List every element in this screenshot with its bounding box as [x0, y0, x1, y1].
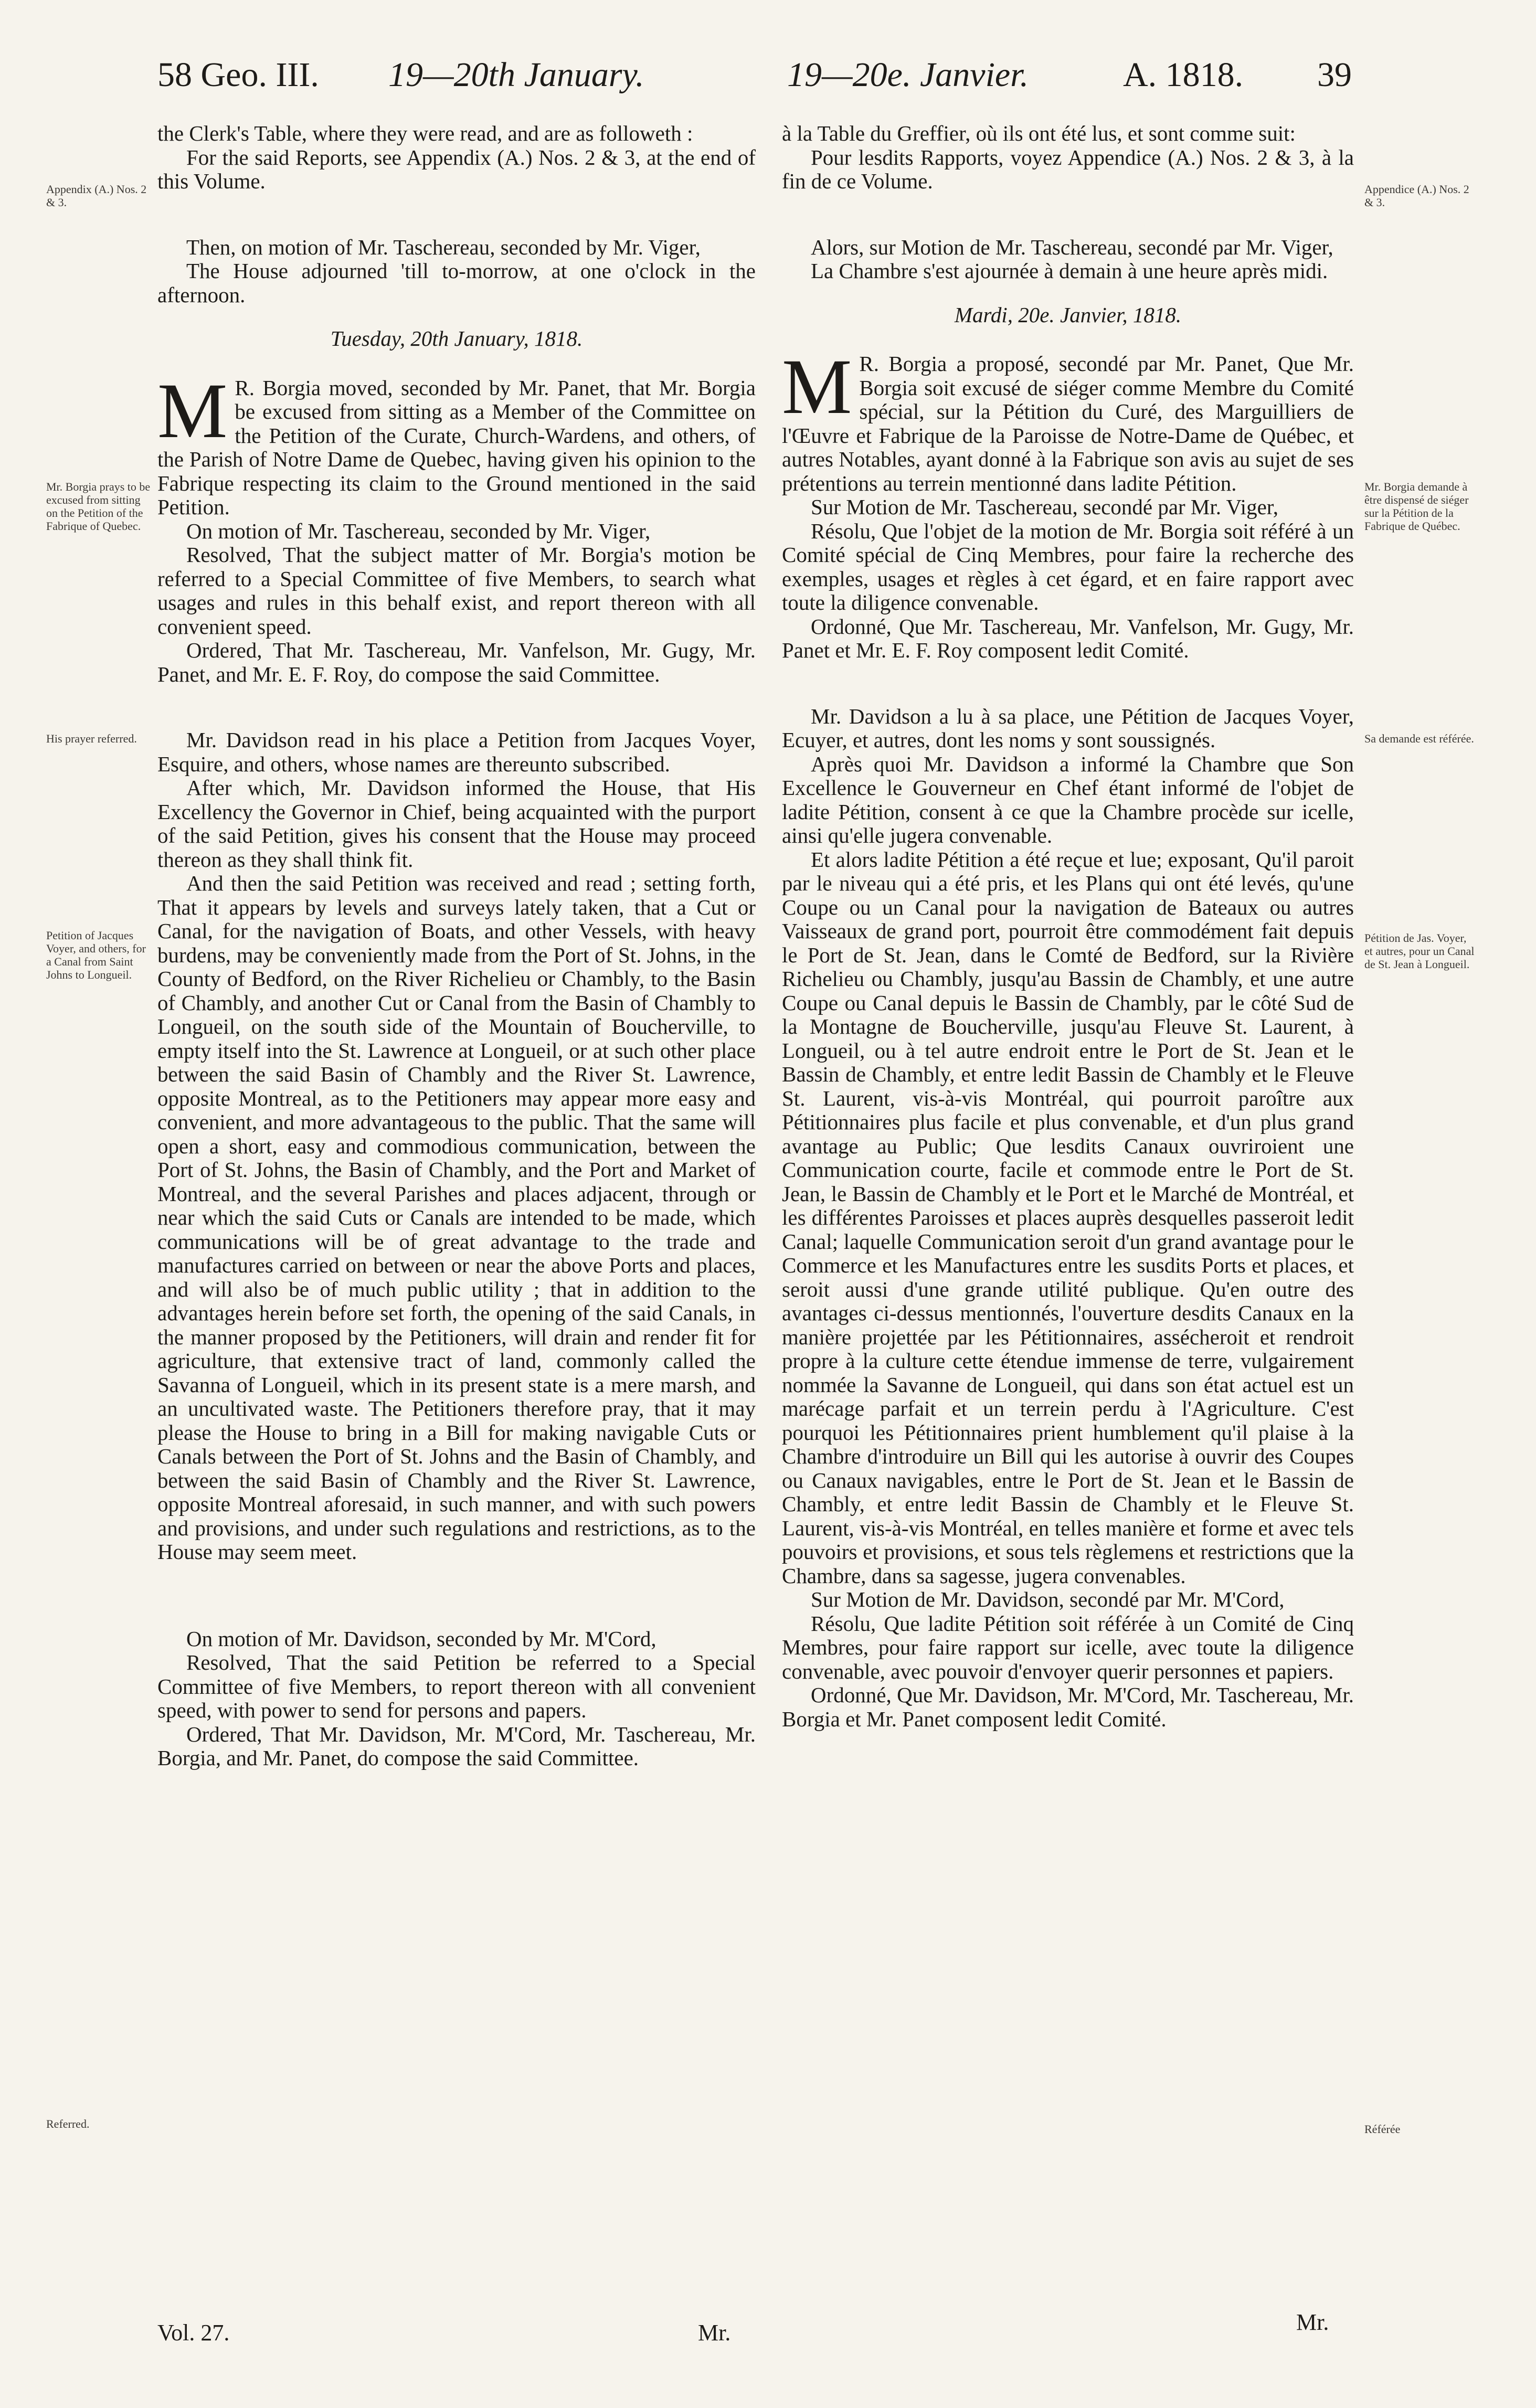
footer-catchword-en: Mr.	[698, 2320, 731, 2346]
en-para-14: Ordered, That Mr. Davidson, Mr. M'Cord, Mr. Taschereau, Mr. Borgia, and Mr. Panet, do compose the said Committee.	[157, 1722, 756, 1770]
en-para-4: The House adjourned 'till to-morrow, at one o'clock in the afternoon.	[157, 259, 756, 307]
margin-note-referred-fr2: Référée	[1364, 2123, 1401, 2136]
fr-date-heading: Mardi, 20e. Janvier, 1818.	[954, 302, 1182, 327]
margin-note-prayer-referred-en: His prayer referred.	[46, 732, 137, 745]
fr-para-2: Pour lesdits Rapports, voyez Appendice (A.) Nos. 2 & 3, à la fin de ce Volume.	[782, 145, 1354, 193]
margin-note-appendix-fr: Appendice (A.) Nos. 2 & 3.	[1364, 183, 1469, 209]
margin-note-appendix-en: Appendix (A.) Nos. 2 & 3.	[46, 183, 147, 209]
fr-para-12: Sur Motion de Mr. Davidson, secondé par Mr. M'Cord,	[811, 1587, 1285, 1611]
en-para-5: R. Borgia moved, seconded by Mr. Panet, that Mr. Borgia be excused from sitting as a Member of the Committee on the Petition of the Curate, Church-Wardens, and others, of the Parish of Notre Dame de Quebec, having given his opinion to the Fabrique respecting its claim to the Ground mentioned in the said Petition.	[157, 375, 756, 519]
page-number: 39	[1317, 56, 1352, 94]
header-english-dates: 19—20th January.	[388, 56, 644, 94]
header-year: A. 1818.	[1123, 56, 1244, 94]
french-column	[782, 122, 1354, 1731]
margin-note-referred-en: Referred.	[46, 2117, 90, 2130]
header-session: 58 Geo. III.	[157, 56, 319, 94]
fr-dropcap: M	[782, 343, 852, 430]
header-french-dates: 19—20e. Janvier.	[787, 56, 1029, 94]
en-para-11: And then the said Petition was received and read ; setting forth, That it appears by levels and surveys lately taken, that a Cut or Canal, for the navigation of Boats, and other Vessels, with heavy burdens, may be conveniently made from the Port of St. Johns, in the County of Bedford, on the River Richelieu or Chambly, to the Basin of Chambly, and another Cut or Canal from the Basin of Chambly to Longueil, on the south side of the Mountain of Boucherville, to empty itself into the St. Lawrence at Longueil, or at such other place between the said Basin of Chambly and the River St. Lawrence, opposite Montreal, as to the Petitioners may appear more easy and convenient, and more advantageous to the public. That the same will open a short, easy and commodious communication, between the Port of St. Johns, the Basin of Chambly, and the Port and Market of Montreal, and the several Parishes and places adjacent, through or near which the said Cuts or Canals are intended to be made, which communications will be of great advantage to the trade and manufactures carried on between or near the above Ports and places, and will also be of much public utility ; that in addition to the advantages herein before set forth, the opening of the said Canals, in the manner proposed by the Petitioners, will drain and render fit for agriculture, that extensive tract of land, commonly called the Savanna of Longueil, which in its present state is a mere marsh, and an uncultivated waste. The Petitioners therefore pray, that it may please the House to bring in a Bill for making navigable Cuts or Canals between the Port of St. Johns and the Basin of Chambly, and between the said Basin of Chambly and the River St. Lawrence, opposite Montreal aforesaid, in such manner, and with such powers and provisions, and under such regulations and restrictions, as to the House may seem meet.	[157, 871, 756, 1564]
fr-para-11: Et alors ladite Pétition a été reçue et lue; exposant, Qu'il paroit par le niveau qui a été pris, et les Plans qui ont été levés, qu'une Coupe ou un Canal pour la navigation de Bateaux ou autres Vaisseaux de grand port, pourroit être commodément fait depuis le Port de St. Jean, dans le Comté de Bedford, sur la Rivière Richelieu ou Chambly, jusqu'au Bassin de Chambly, et une autre Coupe ou Canal depuis le Bassin de Chambly, par le côté Sud de la Montagne de Boucherville, jusqu'au Fleuve St. Laurent, à Longueil, ou à tel autre endroit entre le Port de St. Jean et le Bassin de Chambly, et entre ledit Bassin de Chambly et le Fleuve St. Laurent, vis-à-vis Montréal, qui pourroit paroître aux Pétitionnaires plus facile et plus convenable, et d'un plus grand avantage au Public; Que lesdits Canaux ouvriroient une Communication courte, facile et commode entre le Port de St. Jean, le Bassin de Chambly et le Port et le Marché de Montréal, et les différentes Paroisses et places auprès desquelles passeroit ledit Canal; laquelle Communication seroit d'un grand avantage pour le Commerce et les Manufactures entre les susdits Ports et places, et seroit aussi d'une grande utilité publique. Qu'en outre des avantages ci-dessus mentionnés, l'ouverture desdits Canaux en la manière projettée par les Pétitionnaires, assécheroit et rendroit propre à la culture cette étendue immense de terre, vulgairement nommée la Savanne de Longueil, qui dans son état actuel est un marécage parfait et un terrein perdu à l'Agriculture. C'est pourquoi les Pétitionnaires prient humblement qu'il plaise à la Chambre d'introduire un Bill qui les autorise à ouvrir des Coupes ou Canaux navigables, entre le Port de St. Jean et le Bassin de Chambly, et entre ledit Bassin de Chambly et le Fleuve St. Laurent, vis-à-vis Montréal, en telles manière et forme et avec tels pouvoirs et provisions, et sous tels règlemens et restrictions que la Chambre, dans sa sagesse, jugera convenables.	[782, 847, 1354, 1588]
fr-para-7: Résolu, Que l'objet de la motion de Mr. Borgia soit référé à un Comité spécial de Cinq Membres, pour faire la recherche des exemples, usages et règles à cet égard, et en faire rapport avec toute la diligence convenable.	[782, 518, 1354, 614]
en-para-12: On motion of Mr. Davidson, seconded by Mr. M'Cord,	[186, 1626, 656, 1651]
en-para-8: Ordered, That Mr. Taschereau, Mr. Vanfelson, Mr. Gugy, Mr. Panet, and Mr. E. F. Roy, do compose the said Committee.	[157, 638, 756, 686]
en-para-1: the Clerk's Table, where they were read, and are as followeth :	[157, 121, 693, 145]
margin-note-voyer-petition-fr: Pétition de Jas. Voyer, et autres, pour un Canal de St. Jean à Longueil.	[1364, 931, 1475, 971]
fr-para-1: à la Table du Greffier, où ils ont été lus, et sont comme suit:	[782, 121, 1296, 145]
en-para-13: Resolved, That the said Petition be referred to a Special Committee of five Members, to report thereon with all convenient speed, with power to send for persons and papers.	[157, 1650, 756, 1722]
fr-para-14: Ordonné, Que Mr. Davidson, Mr. M'Cord, Mr. Taschereau, Mr. Borgia et Mr. Panet composent ledit Comité.	[782, 1683, 1354, 1731]
en-para-7: Resolved, That the subject matter of Mr. Borgia's motion be referred to a Special Committee of five Members, to search what usages and rules in this behalf exist, and report thereon with all convenient speed.	[157, 543, 756, 639]
margin-note-referred-fr: Sa demande est référée.	[1364, 732, 1474, 745]
en-para-6: On motion of Mr. Taschereau, seconded by Mr. Viger,	[186, 518, 651, 543]
en-dropcap: M	[157, 367, 228, 454]
fr-para-6: Sur Motion de Mr. Taschereau, secondé par Mr. Viger,	[811, 495, 1279, 519]
en-para-9: Mr. Davidson read in his place a Petition from Jacques Voyer, Esquire, and others, whose names are thereunto subscribed.	[157, 728, 756, 776]
margin-note-borgia-en: Mr. Borgia prays to be excused from sitting on the Petition of the Fabrique of Quebec.	[46, 480, 151, 533]
fr-para-9: Mr. Davidson a lu à sa place, une Pétition de Jacques Voyer, Ecuyer, et autres, dont les noms y sont soussignés.	[782, 704, 1354, 752]
en-date-heading: Tuesday, 20th January, 1818.	[330, 326, 583, 351]
footer-catchword-fr: Mr.	[1296, 2309, 1329, 2335]
fr-para-3: Alors, sur Motion de Mr. Taschereau, secondé par Mr. Viger,	[811, 235, 1333, 259]
fr-para-5: R. Borgia a proposé, secondé par Mr. Panet, Que Mr. Borgia soit excusé de siéger comme Membre du Comité spécial, sur la Pétition du Curé, des Marguilliers de l'Œuvre et Fabrique de la Paroisse de Notre-Dame de Québec, et autres Notables, ayant donné à la Fabrique son avis au sujet de ses prétentions au terrein mentionné dans ladite Pétition.	[782, 352, 1354, 495]
en-para-10: After which, Mr. Davidson informed the House, that His Excellency the Governor in Chief, being acquainted with the purport of the said Petition, gives his consent that the House may proceed thereon as they shall think fit.	[157, 776, 756, 872]
fr-para-13: Résolu, Que ladite Pétition soit référée à un Comité de Cinq Membres, pour faire rapport sur icelle, avec toute la diligence convenable, avec pouvoir d'envoyer querir personnes et papiers.	[782, 1611, 1354, 1683]
footer-volume: Vol. 27.	[157, 2320, 230, 2346]
fr-para-4: La Chambre s'est ajournée à demain à une heure après midi.	[811, 259, 1328, 283]
margin-note-borgia-fr: Mr. Borgia demande à être dispensé de siéger sur la Pétition de la Fabrique de Québec.	[1364, 480, 1469, 533]
margin-note-voyer-petition-en: Petition of Jacques Voyer, and others, for a Canal from Saint Johns to Longueil.	[46, 929, 146, 981]
en-para-2: For the said Reports, see Appendix (A.) Nos. 2 & 3, at the end of this Volume.	[157, 145, 756, 193]
fr-para-10: Après quoi Mr. Davidson a informé la Chambre que Son Excellence le Gouverneur en Chef étant informé de l'objet de ladite Pétition, consent à ce que la Chambre procède sur icelle, ainsi qu'elle jugera convenable.	[782, 751, 1354, 847]
en-para-3: Then, on motion of Mr. Taschereau, seconded by Mr. Viger,	[186, 235, 701, 259]
running-header	[0, 55, 1536, 113]
fr-para-8: Ordonné, Que Mr. Taschereau, Mr. Vanfelson, Mr. Gugy, Mr. Panet et Mr. E. F. Roy composent ledit Comité.	[782, 614, 1354, 662]
english-column	[157, 122, 756, 1770]
